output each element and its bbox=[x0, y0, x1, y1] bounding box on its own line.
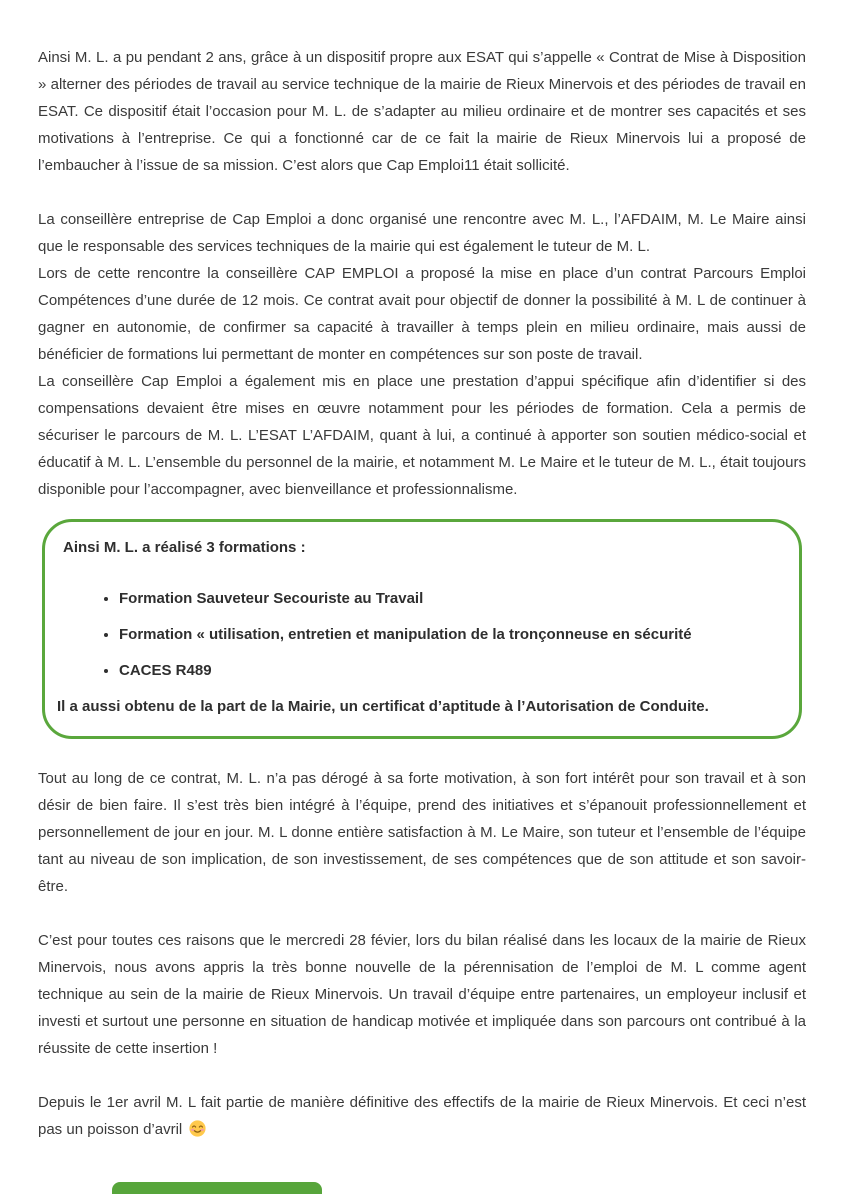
list-item: • Formation « utilisation, entretien et manipulation de la tronçonneuse en sécurité bbox=[119, 621, 769, 648]
paragraph-rencontre: La conseillère entreprise de Cap Emploi a donc organisé une rencontre avec M. L., l’AFDAIM, M. Le Maire ainsi que le responsable des services techniques de la mairie qui est également le tuteur de M. L. bbox=[38, 211, 806, 255]
formations-box-intro: Ainsi M. L. a réalisé 3 formations : bbox=[63, 539, 306, 556]
paragraph-group-rencontre bbox=[38, 206, 806, 503]
formations-box bbox=[42, 519, 802, 739]
paragraph-prestation-appui: La conseillère Cap Emploi a également mis en place une prestation d’appui spécifique afin d’identifier si des compensations devaient être mises en œuvre notamment pour les périodes de formation. Cela a permis de sécuriser le parcours de M. L. L’ESAT L’AFDAIM, quant à lui, a continué à apporter son soutien médico-social et éducatif à M. L. L’ensemble du personnel de la mairie, et notamment M. Le Maire et le tuteur de M. L., était toujours disponible pour l’accompagner, avec bienveillance et professionnalisme. bbox=[38, 373, 806, 498]
smiling-face-emoji-icon bbox=[189, 1120, 206, 1137]
formations-box-footer: Il a aussi obtenu de la part de la Mairie, un certificat d’aptitude à l’Autorisation de Conduite. bbox=[57, 698, 709, 715]
paragraph-conclusion bbox=[38, 1089, 806, 1143]
formations-list bbox=[57, 585, 769, 684]
list-item: • CACES R489 bbox=[119, 657, 769, 684]
list-item: • Formation Sauveteur Secouriste au Travail bbox=[119, 585, 769, 612]
cutoff-green-banner bbox=[112, 1182, 322, 1194]
paragraph-perennisation: C’est pour toutes ces raisons que le mercredi 28 févier, lors du bilan réalisé dans les locaux de la mairie de Rieux Minervois, nous avons appris la très bonne nouvelle de la pérennisation de l’emploi de M. L comme agent technique au sein de la mairie de Rieux Minervois. Un travail d’équipe entre partenaires, un employeur inclusif et investi et surtout une personne en situation de handicap motivée et impliquée dans son parcours ont contribué à la réussite de cette insertion ! bbox=[38, 932, 806, 1057]
paragraph-parcours-emploi-competences: Lors de cette rencontre la conseillère CAP EMPLOI a proposé la mise en place d’un contrat Parcours Emploi Compétences d’une durée de 12 mois. Ce contrat avait pour objectif de donner la possibilité à M. L de continuer à gagner en autonomie, de confirmer sa capacité à travailler à temps plein en milieu ordinaire, mais aussi de bénéficier de formations lui permettant de monter en compétences sur son poste de travail. bbox=[38, 265, 806, 363]
paragraph-contrat-mise-a-disposition: Ainsi M. L. a pu pendant 2 ans, grâce à un dispositif propre aux ESAT qui s’appelle « Contrat de Mise à Disposition » alterner des périodes de travail au service technique de la mairie de Rieux Minervois et des périodes de travail en ESAT. Ce dispositif était l’occasion pour M. L. de s’adapter au milieu ordinaire et de montrer ses capacités et ses motivations à l’entreprise. Ce qui a fonctionné car de ce fait la mairie de Rieux Minervois lui a proposé de l’embaucher à l’issue de sa mission. C’est alors que Cap Emploi11 était sollicité. bbox=[38, 49, 806, 174]
closing-text: Depuis le 1er avril M. L fait partie de manière définitive des effectifs de la mairie de Rieux Minervois. Et ceci n’est pas un poisson d’avril bbox=[38, 1094, 806, 1138]
paragraph-motivation: Tout au long de ce contrat, M. L. n’a pas dérogé à sa forte motivation, à son fort intérêt pour son travail et à son désir de bien faire. Il s’est très bien intégré à l’équipe, prend des initiatives et s’épanouit professionnellement et personnellement de jour en jour. M. L donne entière satisfaction à M. Le Maire, son tuteur et l’ensemble de l’équipe tant au niveau de son implication, de son investissement, de ses compétences que de son attitude et son savoir-être. bbox=[38, 770, 806, 895]
